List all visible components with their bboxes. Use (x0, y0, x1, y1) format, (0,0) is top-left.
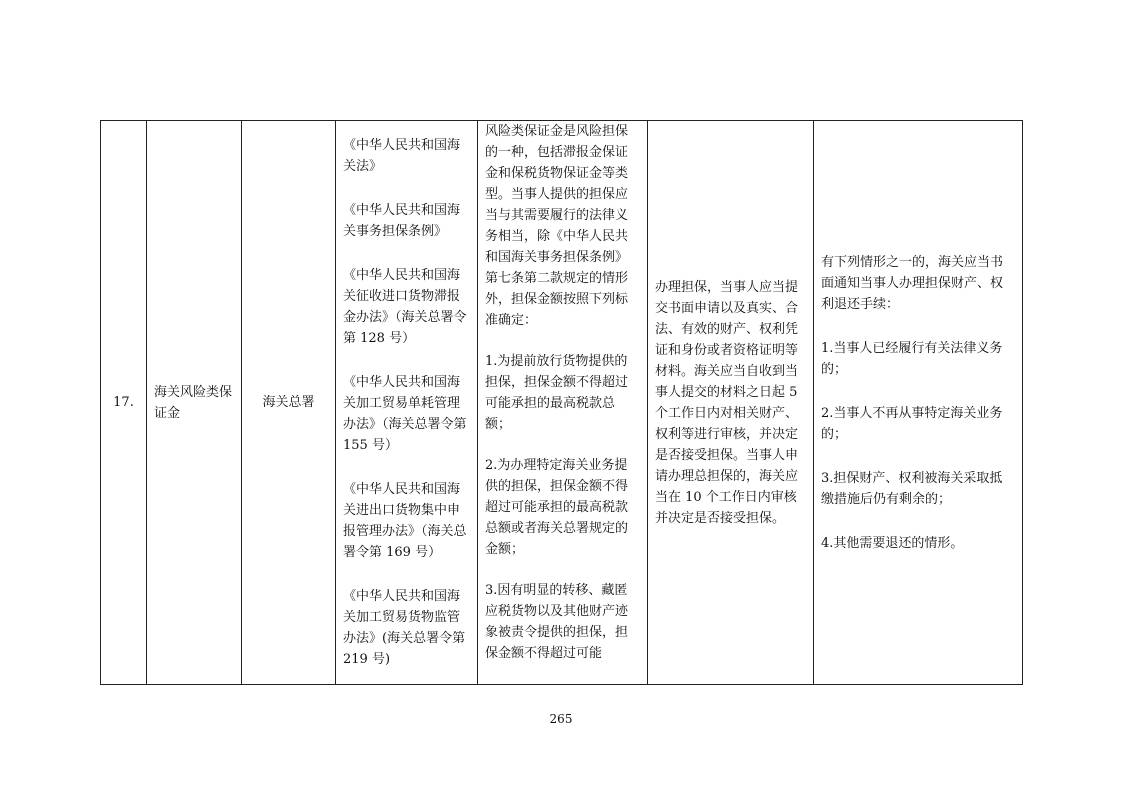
legal-basis-item: 《中华人民共和国海关法》 (343, 138, 461, 174)
legal-basis-cell (336, 121, 478, 685)
procedure-cell (648, 121, 814, 685)
page-number: 265 (549, 712, 573, 726)
standard-paragraph: 风险类保证金是风险担保的一种，包括滞报金保证金和保税货物保证金等类型。当事人提供的担保应当与其需要履行的法律义务相当，除《中华人民共和国海关事务担保条例》第七条第二款规定的情形外，担保金额按照下列标准确定： (485, 124, 629, 328)
refund-paragraph: 2.当事人不再从事特定海关业务的； (821, 405, 1003, 442)
procedure-text: 办理担保，当事人应当提交书面申请以及真实、合法、有效的财产、权利凭证和身份或者资格证明等材料。海关应当自收到当事人提交的材料之日起 5 个工作日内对相关财产、权利等进行审核，并决定是否接受担保。当事人申请办理总担保的，海关应当在 10 个工作日内审核并决定是否接受担保。 (655, 279, 799, 526)
table-row (101, 121, 1023, 685)
refund-paragraph: 有下列情形之一的，海关应当书面通知当事人办理担保财产、权利退还手续： (821, 254, 1004, 312)
authority: 海关总署 (242, 121, 336, 685)
fee-table (100, 120, 1023, 685)
standard-paragraph: 1.为提前放行货物提供的担保，担保金额不得超过可能承担的最高税款总额； (485, 354, 629, 432)
legal-basis-item: 《中华人民共和国海关加工贸易货物监管办法》(海关总署令第 219 号) (343, 589, 466, 667)
legal-basis-item: 《中华人民共和国海关事务担保条例》 (343, 203, 461, 239)
legal-basis-item: 《中华人民共和国海关进出口货物集中申报管理办法》（海关总署令第 169 号） (343, 482, 467, 560)
refund-paragraph: 3.担保财产、权利被海关采取抵缴措施后仍有剩余的； (821, 470, 1003, 507)
refund-paragraph: 4.其他需要退还的情形。 (821, 535, 964, 551)
refund-cell (814, 121, 1023, 685)
refund-paragraph: 1.当事人已经履行有关法律义务的； (821, 340, 1003, 377)
standard-paragraph: 3.因有明显的转移、藏匿应税货物以及其他财产迹象被责令提供的担保，担保金额不得超过可能 (485, 583, 629, 661)
standard-paragraph: 2.为办理特定海关业务提供的担保，担保金额不得超过可能承担的最高税款总额或者海关总署规定的金额； (485, 458, 629, 557)
row-number: 17. (101, 121, 147, 685)
standard-cell (478, 121, 648, 685)
legal-basis-item: 《中华人民共和国海关加工贸易单耗管理办法》（海关总署令第 155 号） (343, 375, 467, 453)
legal-basis-item: 《中华人民共和国海关征收进口货物滞报金办法》（海关总署令第 128 号） (343, 268, 467, 346)
item-name: 海关风险类保证金 (147, 121, 242, 685)
